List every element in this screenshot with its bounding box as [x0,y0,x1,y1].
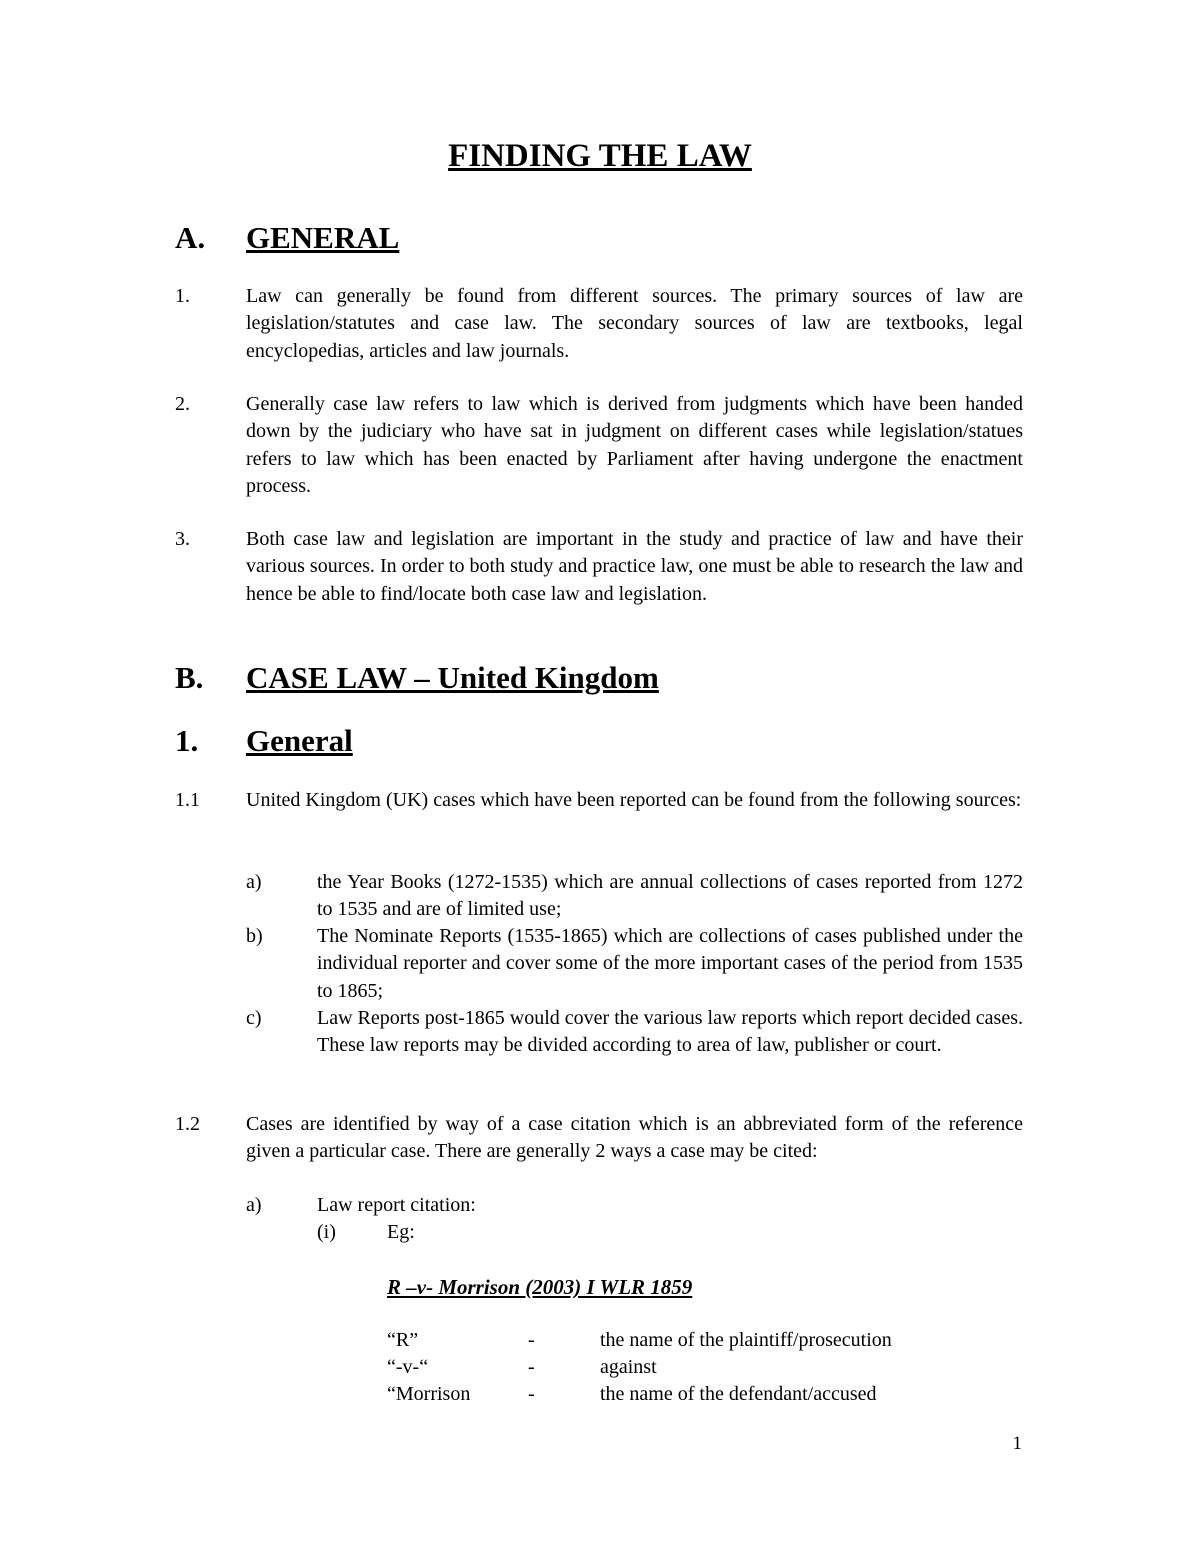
citation-meaning: against [600,1356,657,1378]
citation-meaning: the name of the plaintiff/prosecution [600,1329,892,1351]
section-b-heading [175,660,659,696]
example-marker: (i) [317,1221,336,1243]
paragraph-text: Cases are identified by way of a case citation which is an abbreviated form of the reference given a particular case. There are generally 2 ways a case may be cited: [246,1113,1023,1163]
paragraph-number: 1.1 [175,789,200,811]
list-marker: a) [246,871,262,893]
paragraph-text: United Kingdom (UK) cases which have been reported can be found from the following sources: [246,789,1022,811]
citation-meaning: the name of the defendant/accused [600,1383,877,1405]
case-citation-example: R –v- Morrison (2003) I WLR 1859 [387,1275,693,1299]
paragraph-1-2 [175,1111,1023,1166]
list-marker: b) [246,925,263,947]
section-a-paragraph-3 [175,526,1023,608]
section-a-paragraph-1 [175,283,1023,365]
paragraph-number: 2. [175,393,190,415]
paragraph-number: 3. [175,528,190,550]
source-item-a [246,869,1023,924]
list-item-text: Law Reports post-1865 would cover the various law reports which report decided cases. These law reports may be divided according to area of law, publisher or court. [317,1007,1023,1057]
paragraph-text: Generally case law refers to law which is derived from judgments which have been handed down by the judiciary who have sat in judgment on different cases while legislation/statues refers to law which has been enacted by Parliament after having undergone the enactment process. [246,393,1023,497]
list-item-text: the Year Books (1272-1535) which are annual collections of cases reported from 1272 to 1535 and are of limited use; [317,871,1023,921]
paragraph-number: 1.2 [175,1113,200,1135]
paragraph-number: 1. [175,285,190,307]
section-a-title: GENERAL [246,220,400,255]
subsection-1-heading [175,723,353,759]
citation-dash: - [528,1356,535,1378]
list-item-text: The Nominate Reports (1535-1865) which are collections of cases published under the individual reporter and cover some of the more important cases of the period from 1535 to 1865; [317,925,1023,1002]
example-label: Eg: [387,1221,415,1243]
section-a-number: A. [175,220,206,255]
section-b-title: CASE LAW – United Kingdom [246,660,659,695]
citation-term: “R” [387,1329,419,1351]
subsection-1-title: General [246,723,353,758]
section-a-paragraph-2 [175,391,1023,500]
section-b-number: B. [175,660,204,695]
citation-type-marker: a) [246,1194,262,1216]
citation-dash: - [528,1329,535,1351]
page-title: FINDING THE LAW [448,138,752,174]
paragraph-text: Both case law and legislation are important in the study and practice of law and have their various sources. In order to both study and practice law, one must be able to research the law and hence be able to find/locate both case law and legislation. [246,528,1023,605]
source-item-b [246,923,1023,1005]
citation-type-label: Law report citation: [317,1194,476,1216]
source-item-c [246,1005,1023,1060]
section-a-heading [175,220,399,256]
paragraph-1-1 [175,787,1023,814]
citation-term: “Morrison [387,1383,471,1405]
citation-term: “-v-“ [387,1356,429,1378]
page-number: 1 [1012,1433,1022,1454]
list-marker: c) [246,1007,262,1029]
subsection-1-number: 1. [175,723,199,758]
citation-dash: - [528,1383,535,1405]
paragraph-text: Law can generally be found from different sources. The primary sources of law are legislation/statutes and case law. The secondary sources of law are textbooks, legal encyclopedias, articles and law journals. [246,285,1023,362]
